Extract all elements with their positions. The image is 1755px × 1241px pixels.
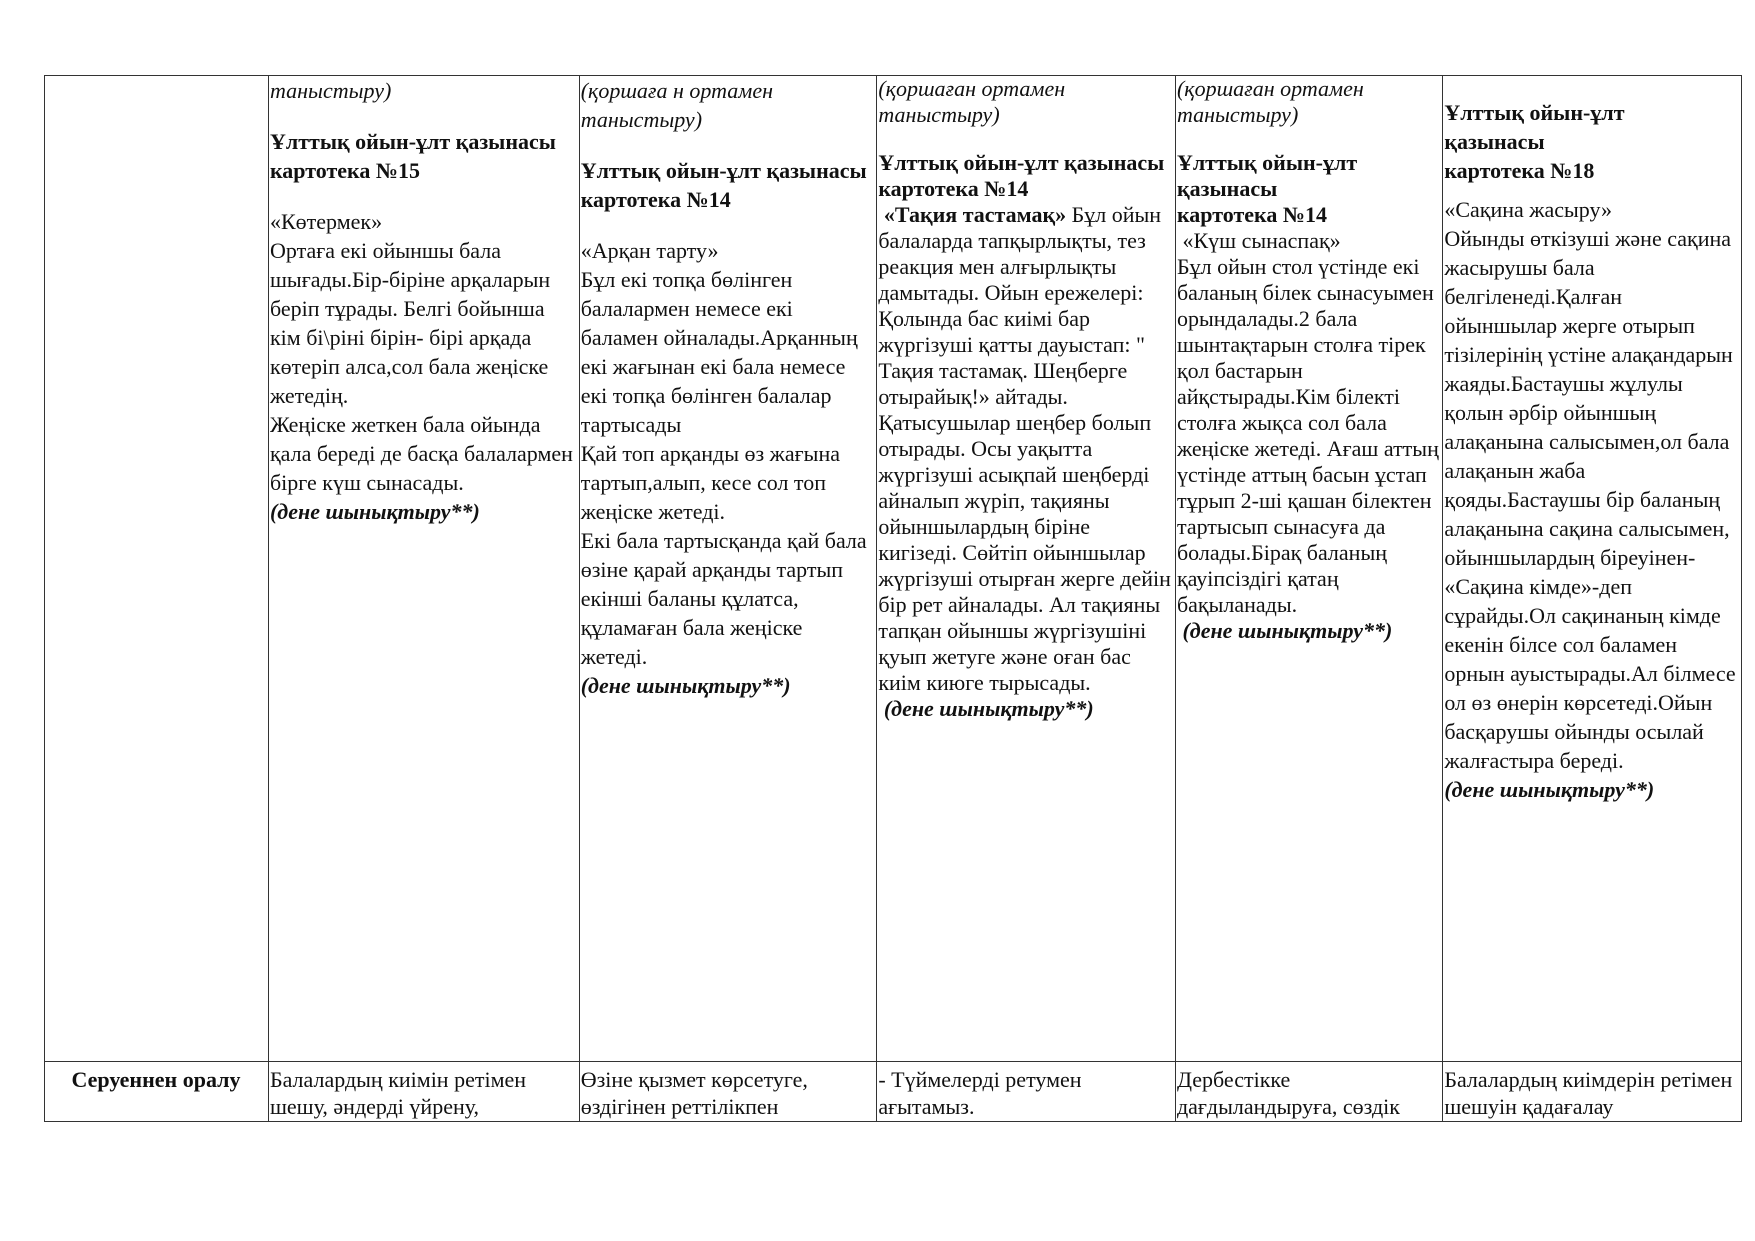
return-cell-4: Дербестікке дағдыландыруға, сөздік [1175, 1062, 1442, 1122]
game-description-3: Екі бала тартысқанда қай бала өзіне қарай арқанды тартып екінші баланы құлатса, құламаған бала жеңіске жетеді. [580, 528, 867, 669]
table-row-return [45, 1062, 1742, 1122]
card-title-line-2: картотека №14 [878, 176, 1029, 201]
card-title: Ұлттық ойын-ұлт қазынасы картотека №15 [269, 129, 556, 183]
game-description: Бұл ойын стол үстінде екі баланың білек сынасуымен орындалады.2 бала шынтақтарын столға тірек қол бастарын айқстырады.Кім білекті столға жықса сол бала жеңіске жетеді. Ағаш аттың үстінде аттың басын ұстап тұрып 2-ші қашан білектен тартысып сынасуға да болады.Бірақ баланың қауіпсіздігі қатаң бақыланады. [1176, 254, 1439, 617]
game-name: «Тақия тастамақ» [883, 202, 1067, 227]
game-description-2: Қай топ арқанды өз жағына тартып,алып, кесе сол топ жеңіске жетеді. [580, 441, 840, 524]
card-title-line-1: Ұлттық ойын-ұлт қазынасы [878, 150, 1165, 175]
row-label-return: Серуеннен оралу [45, 1062, 269, 1122]
game-description: Ортаға екі ойыншы бала шығады.Бір-біріне арқаларын беріп тұрады. Белгі бойынша кім бі\ріні бірін- бірі арқада көтеріп алса,сол бала жеңіске жетедің. [269, 238, 551, 408]
return-cell-2: Өзіне қызмет көрсетуге, өздігінен реттілікпен [579, 1062, 877, 1122]
card-title-line-3: картотека №18 [1444, 158, 1595, 183]
return-cell-1: Балалардың киімін ретімен шешу, әндерді үйрену, [268, 1062, 579, 1122]
game-name: «Күш сынаспақ» [1182, 228, 1341, 253]
return-cell-3: - Түймелерді ретумен ағытамыз. [877, 1062, 1176, 1122]
day-cell-1 [268, 76, 579, 1062]
plan-table [44, 75, 1742, 1122]
day-cell-5 [1443, 76, 1742, 1062]
game-name: «Арқан тарту» [580, 238, 719, 263]
card-title-line-2: картотека №14 [1176, 202, 1327, 227]
subject-tag: (дене шынықтыру**) [1444, 777, 1655, 802]
subject-note: (қоршаған ортамен таныстыру) [878, 76, 1066, 127]
return-cell-5: Балалардың киімдерін ретімен шешуін қадағалау [1443, 1062, 1742, 1122]
game-block [878, 202, 1173, 696]
day-cell-2 [579, 76, 877, 1062]
game-description: Бұл ойын балаларда тапқырлықты, тез реакция мен алғырлықты дамытады. Ойын ережелері: Қолында бас киімі бар жүргізуші қатты дауыстап: " Тақия тастамақ. Шеңберге отырайық!» айтады. Қатысушылар шеңбер болып отырады. Осы уақытта жүргізуші асықпай шеңберді айналып жүріп, тақияны ойыншылардың біріне кигізеді. Сөйтіп ойыншылар жүргізуші отырған жерге дейін бір рет айналады. Ал тақияны тапқан ойыншы жүргізушіні қуып жетуге және оған бас киім киюге тырысады. [878, 202, 1171, 695]
table-row-games [45, 76, 1742, 1062]
subject-tag: (дене шынықтыру**) [269, 499, 480, 524]
card-title-line-1: Ұлттық ойын-ұлт [1444, 100, 1625, 125]
card-title: Ұлттық ойын-ұлт қазынасы картотека №14 [580, 158, 867, 212]
game-description: Бұл екі топқа бөлінген балалармен немесе екі баламен ойналады.Арқанның екі жағынан екі бала немесе екі топқа бөлінген балалар тартысады [580, 267, 858, 437]
game-name: «Көтермек» [269, 209, 383, 234]
day-cell-4 [1175, 76, 1442, 1062]
game-description: Ойынды өткізуші және сақина жасырушы бала белгіленеді.Қалған ойыншылар жерге отырып тізілерінің үстіне алақандарын жаяды.Бастаушы жұлулы қолын әрбір ойыншың алақанына салысымен,ол бала алақанын жаба қояды.Бастаушы бір баланың алақанына сақина салысымен, ойыншылардың біреуінен- «Сақина кімде»-деп сұрайды.Ол сақинаның кімде екенін білсе сол баламен орнын ауыстырады.Ал білмесе ол өз өнерін көрсетеді.Ойын басқарушы ойынды осылай жалғастыра береді. [1444, 226, 1736, 773]
subject-tag: (дене шынықтыру**) [883, 696, 1094, 721]
card-title-line-2: қазынасы [1444, 129, 1545, 154]
subject-note: таныстыру) [269, 78, 392, 103]
game-description-2: Жеңіске жеткен бала ойында қала береді де басқа балалармен бірге күш сынасады. [269, 412, 573, 495]
subject-tag: (дене шынықтыру**) [580, 673, 791, 698]
day-cell-3 [877, 76, 1176, 1062]
card-title-line-1: Ұлттық ойын-ұлт қазынасы [1176, 150, 1358, 201]
subject-note: (қоршаған ортамен таныстыру) [1176, 76, 1364, 127]
subject-tag: (дене шынықтыру**) [1182, 618, 1393, 643]
game-name: «Сақина жасыру» [1444, 197, 1613, 222]
row-label-cell [45, 76, 269, 1062]
subject-note: (қоршаға н ортамен таныстыру) [580, 78, 774, 132]
